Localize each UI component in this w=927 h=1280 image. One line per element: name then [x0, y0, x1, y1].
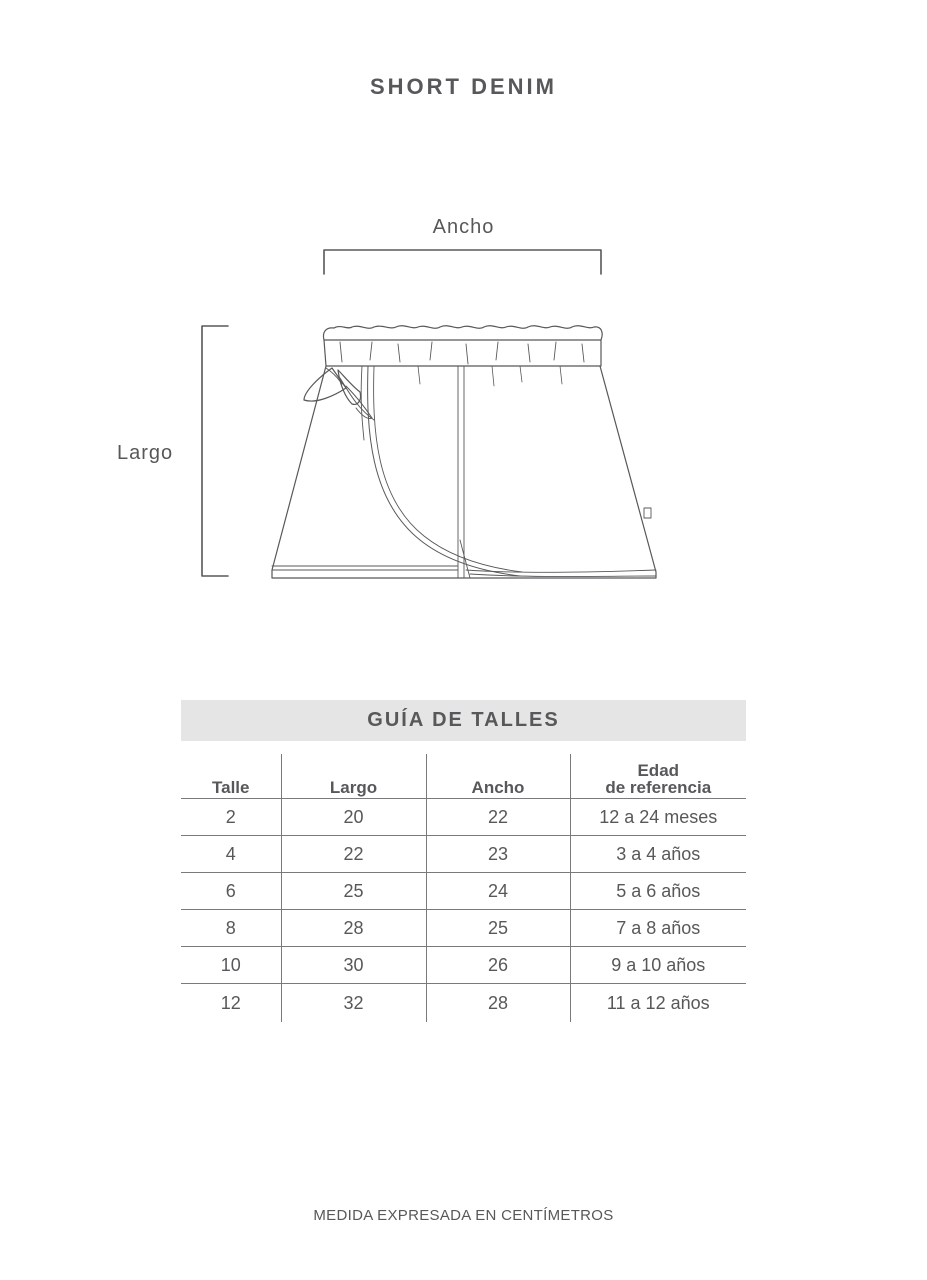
measurement-note: MEDIDA EXPRESADA EN CENTÍMETROS [313, 1207, 614, 1224]
waist-ruffle [323, 326, 602, 340]
header-length: Largo [281, 754, 426, 799]
size-table [181, 754, 746, 1022]
table-row [181, 947, 746, 984]
cell-age: 3 a 4 años [570, 836, 746, 873]
cell-width: 22 [426, 799, 570, 836]
header-size: Talle [181, 754, 281, 799]
cell-size: 8 [181, 910, 281, 947]
table-header-row [181, 754, 746, 799]
table-row [181, 984, 746, 1023]
width-label: Ancho [432, 216, 495, 238]
cell-size: 6 [181, 873, 281, 910]
cell-width: 23 [426, 836, 570, 873]
cell-size: 2 [181, 799, 281, 836]
cell-age: 9 a 10 años [570, 947, 746, 984]
cell-length: 30 [281, 947, 426, 984]
cell-width: 25 [426, 910, 570, 947]
cell-length: 22 [281, 836, 426, 873]
length-label: Largo [117, 442, 174, 464]
table-row [181, 836, 746, 873]
cell-age: 5 a 6 años [570, 873, 746, 910]
cell-length: 20 [281, 799, 426, 836]
cell-age: 7 a 8 años [570, 910, 746, 947]
cell-age: 12 a 24 meses [570, 799, 746, 836]
cell-age: 11 a 12 años [570, 984, 746, 1023]
cell-width: 26 [426, 947, 570, 984]
header-age [570, 754, 746, 799]
center-seam [458, 366, 464, 578]
cell-width: 28 [426, 984, 570, 1023]
header-age-line1: Edad [637, 761, 680, 780]
length-bracket [202, 326, 228, 576]
cell-length: 32 [281, 984, 426, 1023]
cell-length: 25 [281, 873, 426, 910]
side-tag [644, 508, 651, 518]
table-row [181, 799, 746, 836]
table-row [181, 873, 746, 910]
header-width: Ancho [426, 754, 570, 799]
wrap-panel-curve [368, 366, 520, 576]
cell-size: 12 [220, 992, 241, 1013]
size-guide-title: GUÍA DE TALLES [181, 700, 746, 741]
cell-size: 10 [181, 947, 281, 984]
waistband [324, 340, 601, 366]
table-row [181, 910, 746, 947]
page-title: SHORT DENIM [370, 74, 557, 99]
cell-size: 4 [181, 836, 281, 873]
bow-knot [304, 368, 346, 401]
cell-length: 28 [281, 910, 426, 947]
header-age-line2: de referencia [605, 778, 712, 797]
cell-width: 24 [426, 873, 570, 910]
width-bracket [324, 250, 601, 274]
